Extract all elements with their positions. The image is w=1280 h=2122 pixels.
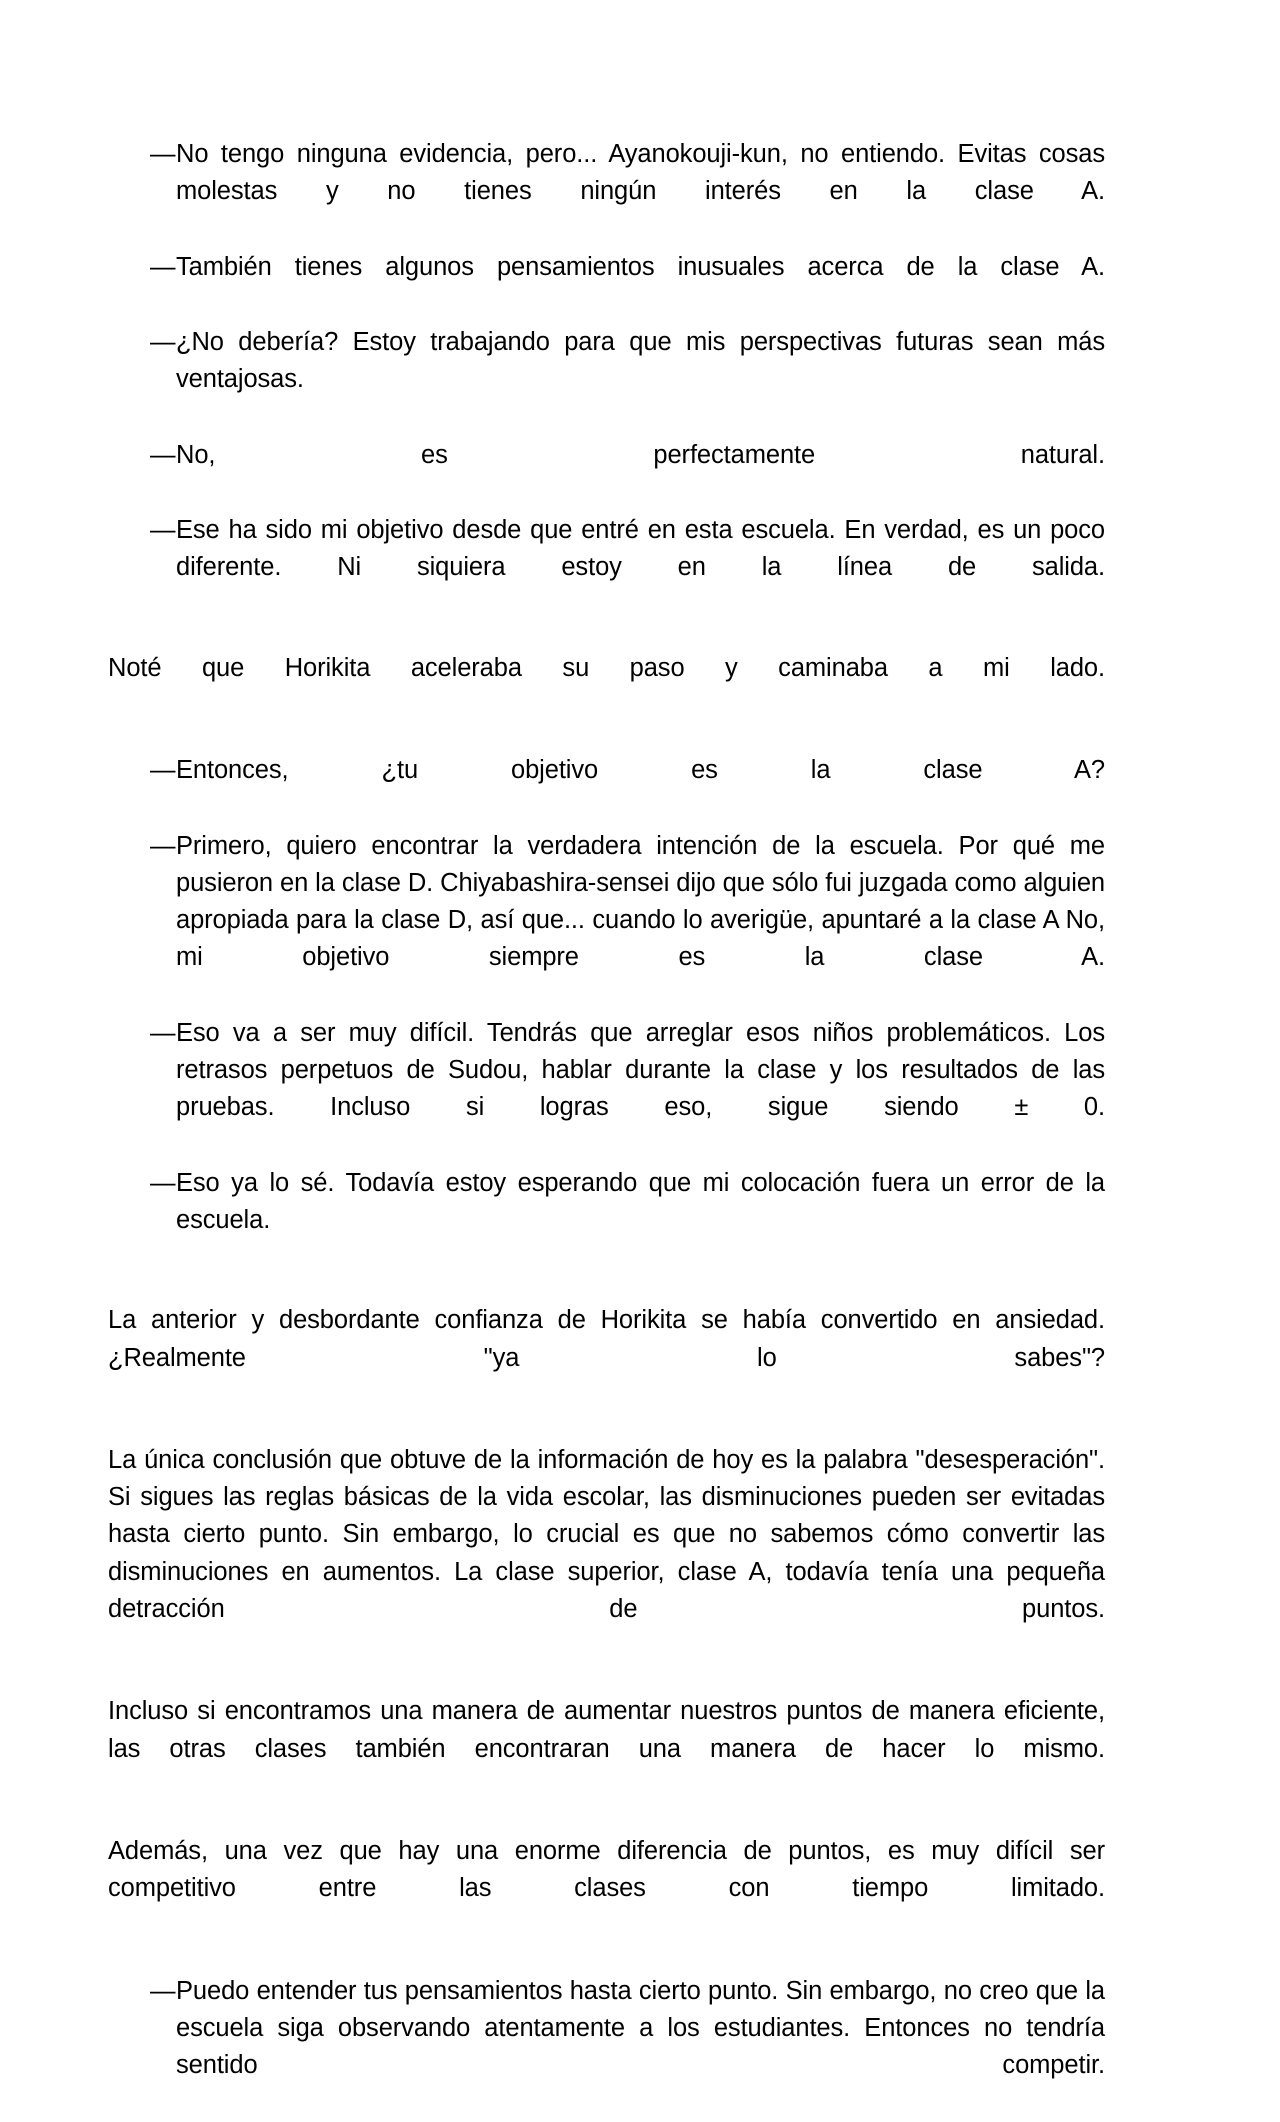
dialogue-line: [150, 324, 1105, 436]
dialogue-text: No, es perfectamente natural.: [176, 440, 1105, 469]
dialogue-text: Eso ya lo sé. Todavía estoy esperando que mi colocación fuera un error de la escuela.: [176, 1168, 1105, 1234]
document-body: [108, 136, 1105, 2122]
narration-3: La única conclusión que obtuve de la información de hoy es la palabra "desesperación". Si sigues las reglas básicas de la vida escolar, las disminuciones pueden ser evitadas hasta cierto punto. Sin embargo, lo crucial es que no sabemos cómo convertir las disminuciones en aumentos. La clase superior, clase A, todavía tenía una pequeña detracción de puntos.: [108, 1446, 1105, 1623]
dialogue-line: [150, 1015, 1105, 1164]
dialogue-text: ¿No debería? Estoy trabajando para que mis perspectivas futuras sean más ventajosas.: [176, 328, 1105, 394]
dialogue-line: [150, 1165, 1105, 1277]
dialogue-line: [150, 136, 1105, 248]
narration-5: Además, una vez que hay una enorme diferencia de puntos, es muy difícil ser competitivo entre las clases con tiempo limitado.: [108, 1836, 1105, 1903]
em-dash-icon: —: [150, 1976, 176, 2005]
em-dash-icon: —: [150, 1168, 176, 1197]
dialogue-line: [150, 437, 1105, 511]
dialogue-text: No tengo ninguna evidencia, pero... Ayanokouji-kun, no entiendo. Evitas cosas molestas y no tienes ningún interés en la clase A.: [176, 140, 1105, 206]
em-dash-icon: —: [150, 756, 176, 785]
dialogue-text: Primero, quiero encontrar la verdadera intención de la escuela. Por qué me pusieron en la clase D. Chiyabashira-sensei dijo que sólo fui juzgada como alguien apropiada para la clase D, así que... cuando lo averigüe, apuntaré a la clase A No, mi objetivo siempre es la clase A.: [176, 831, 1105, 972]
dialogue-text: Eso va a ser muy difícil. Tendrás que arreglar esos niños problemáticos. Los retrasos perpetuos de Sudou, hablar durante la clase y los resultados de las pruebas. Incluso si logras eso, sigue siendo ± 0.: [176, 1018, 1105, 1122]
dialogue-group-3: [108, 1973, 1105, 2122]
dialogue-text: Entonces, ¿tu objetivo es la clase A?: [176, 756, 1105, 785]
narration-4: Incluso si encontramos una manera de aumentar nuestros puntos de manera eficiente, las otras clases también encontraran una manera de hacer lo mismo.: [108, 1697, 1105, 1763]
dialogue-line: [150, 249, 1105, 323]
em-dash-icon: —: [150, 440, 176, 469]
dialogue-group-2: [108, 752, 1105, 1276]
em-dash-icon: —: [150, 516, 176, 545]
em-dash-icon: —: [150, 140, 176, 168]
dialogue-text: Ese ha sido mi objetivo desde que entré en esta escuela. En verdad, es un poco diferente. Ni siquiera estoy en la línea de salida.: [176, 516, 1105, 582]
em-dash-icon: —: [150, 328, 176, 357]
narration-2: La anterior y desbordante confianza de Horikita se había convertido en ansiedad. ¿Realmente "ya lo sabes"?: [108, 1306, 1105, 1372]
dialogue-line: [150, 828, 1105, 1014]
dialogue-line: [150, 512, 1105, 624]
dialogue-text: Puedo entender tus pensamientos hasta cierto punto. Sin embargo, no creo que la escuela siga observando atentamente a los estudiantes. Entonces no tendría sentido competir.: [176, 1976, 1105, 2080]
em-dash-icon: —: [150, 831, 176, 860]
dialogue-group-1: [108, 136, 1105, 624]
dialogue-text: También tienes algunos pensamientos inusuales acerca de la clase A.: [176, 252, 1105, 281]
dialogue-line: [150, 752, 1105, 826]
em-dash-icon: —: [150, 252, 176, 281]
em-dash-icon: —: [150, 1018, 176, 1047]
dialogue-line: [150, 1973, 1105, 2122]
narration-1: Noté que Horikita aceleraba su paso y caminaba a mi lado.: [108, 653, 1105, 682]
